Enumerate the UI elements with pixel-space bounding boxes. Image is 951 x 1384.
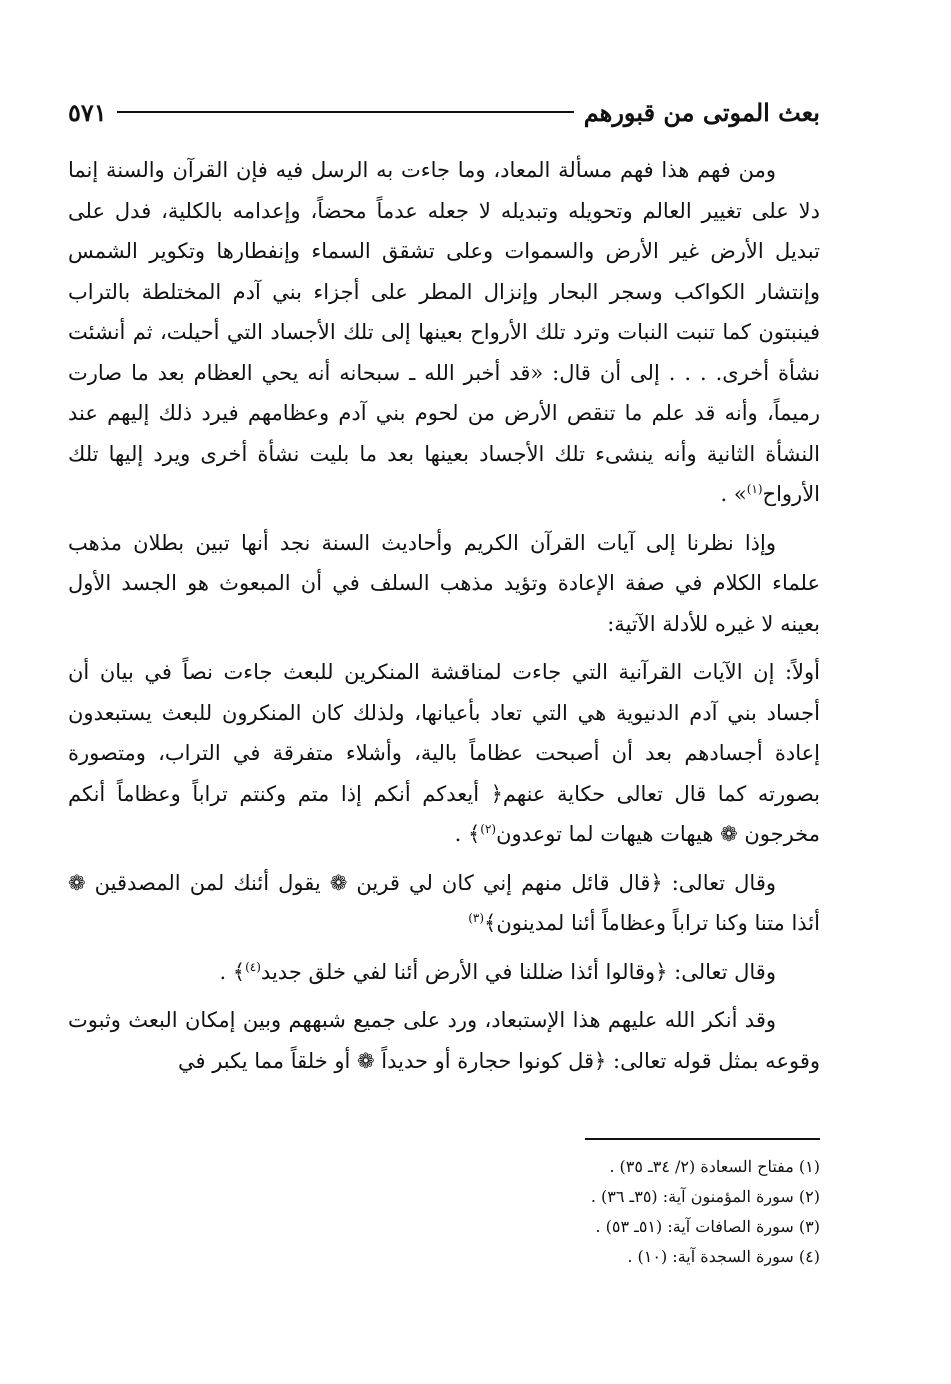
header-rule (117, 111, 574, 113)
footnote-ref: (٤) (245, 959, 261, 974)
page-header (68, 92, 820, 132)
main-text (68, 150, 820, 1081)
paragraph: وقد أنكر الله عليهم هذا الإستبعاد، ورد على جميع شبههم وبين إمكان البعث وثبوت وقوعه بمثل قوله تعالى: ﴿قل كونوا حجارة أو حديداً ❁ أو خلقاً مما يكبر في (68, 1008, 820, 1073)
footnote-ref: (٢) (480, 822, 497, 836)
footnote-item: (٣) سورة الصافات آية: (٥١ـ ٥٣) . (595, 1217, 820, 1236)
paragraph: وقال تعالى: ﴿وقالوا أئذا ضللنا في الأرض أئنا لفي خلق جديد$^{(٤)}$﴾ . (219, 959, 776, 984)
footnote-ref: (١) (746, 482, 763, 496)
footnote-item: (٢) سورة المؤمنون آية: (٣٥ـ ٣٦) . (590, 1187, 820, 1206)
paragraph: ومن فهم هذا فهم مسألة المعاد، وما جاءت به الرسل فيه فإن القرآن والسنة إنما دلا على تغيير العالم وتحويله وتبديله لا جعله عدماً محضاً، وإعدامه بالكلية، فدل على تبديل الأرض غير الأرض والسموات وعلى تشقق السماء وإنفطارها وتكوير الشمس وإنتشار الكواكب وسجر البحار وإنزال المطر على أجزاء بني آدم المختلطة بالتراب فينبتون كما تنبت النبات وترد تلك الأرواح بعينها إلى تلك الأجساد التي أحيلت، ثم أنشئت نشأة أخرى. . . . إلى أن قال: «قد أخبر الله ـ سبحانه أنه يحي العظام بعد ما صارت رميماً، وأنه قد علم ما تنقص الأرض من لحوم بني آدم وعظامهم فيرد ذلك إليهم عند النشأة الثانية وأنه ينشىء تلك الأجساد بعينها بعد ما بليت نشأة أخرى ويرد إليها تلك الأرواح$^{(١)}$» . (68, 158, 820, 506)
paragraph: أولاً: إن الآيات القرآنية التي جاءت لمناقشة المنكرين للبعث جاءت نصاً في بيان أن أجساد بني آدم الدنيوية هي التي تعاد بأعيانها، ولذلك كان المنكرون للبعث يستبعدون إعادة أجسادهم بعد أن أصبحت عظاماً بالية، وأشلاء متفرقة في التراب، ومتصورة بصورته كما قال تعالى حكاية عنهم﴿ أيعدكم أنكم إذا متم وكنتم تراباً وعظاماً أنكم مخرجون ❁ هيهات هيهات لما توعدون$^{(٢)}$﴾ . (68, 660, 820, 846)
footnotes (420, 1152, 820, 1272)
footnote-ref: (٣) (468, 911, 485, 925)
page-number: ٥٧١ (68, 97, 107, 127)
footnote-item: (١) مفتاح السعادة (٢/ ٣٤ـ ٣٥) . (609, 1157, 820, 1176)
footnote-item: (٤) سورة السجدة آية: (١٠) . (627, 1247, 820, 1266)
running-title: بعث الموتى من قبورهم (583, 97, 820, 127)
paragraph: وقال تعالى: ﴿قال قائل منهم إني كان لي قرين ❁ يقول أئنك لمن المصدقين ❁ أئذا متنا وكنا تراباً وعظاماً أئنا لمدينون﴾$^{(٣)}$ (68, 870, 820, 935)
paragraph: وإذا نظرنا إلى آيات القرآن الكريم وأحاديث السنة نجد أنها تبين بطلان مذهب علماء الكلام في صفة الإعادة وتؤيد مذهب السلف في أن المبعوث هو الجسد الأول بعينه لا غيره للأدلة الآتية: (68, 530, 820, 636)
footnote-separator (585, 1138, 820, 1140)
